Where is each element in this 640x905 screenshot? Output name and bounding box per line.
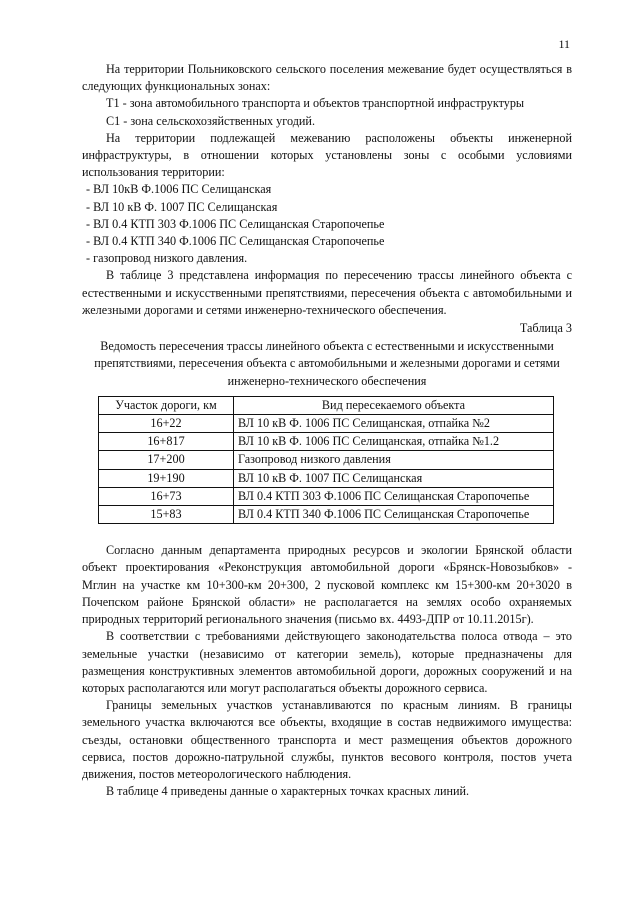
paragraph-boundaries: Границы земельных участков устанавливаются по красным линиям. В границы земельного участка включаются все объекты, входящие в состав недвижимого имущества: съезды, остановки общественного транспорта и мест размещения объектов дорожного сервиса, постов дорожно-патрульной службы, пунктов весового контроля, постов учета движения, постов метеорологического наблюдения. — [82, 698, 572, 781]
table-cell-section: 15+83 — [99, 506, 234, 524]
page-number: 11 — [558, 37, 570, 51]
table-cell-section: 19+190 — [99, 469, 234, 487]
table-row — [99, 487, 554, 505]
list-item: - ВЛ 10кВ Ф.1006 ПС Селищанская — [86, 182, 272, 197]
paragraph-protected-areas: Согласно данным департамента природных ресурсов и экологии Брянской области объект проектирования «Реконструкция автомобильной дороги «Брянск-Новозыбков» - Мглин на участке км 10+300-км 20+300, 2 пусковой комплекс км 15+300-км 20+3020 в Почепском районе Брянской области» не располагается на землях особо охраняемых природных территорий регионального значения (письмо вх. 4493-ДПР от 10.11.2015г). — [82, 543, 572, 627]
paragraph-right-of-way: В соответствии с требованиями действующего законодательства полоса отвода – это земельные участки (независимо от категории земель), которые предназначены для размещения конструктивных элементов автомобильной дороги, дорожных сооружений и на которых располагаются или могут располагаться объекты дорожного сервиса. — [82, 629, 572, 695]
list-item: - ВЛ 10 кВ Ф. 1007 ПС Селищанская — [86, 199, 278, 214]
list-item: - ВЛ 0.4 КТП 303 Ф.1006 ПС Селищанская Старопочепье — [86, 216, 385, 231]
top-section — [82, 61, 572, 800]
table-cell-section: 16+817 — [99, 433, 234, 451]
table-cell-object: ВЛ 10 кВ Ф. 1007 ПС Селищанская — [234, 469, 554, 487]
table-cell-object: ВЛ 0.4 КТП 303 Ф.1006 ПС Селищанская Старопочепье — [234, 487, 554, 505]
paragraph-infrastructure: На территории подлежащей межеванию расположены объекты инженерной инфраструктуры, в отношении которых установлены зоны с особыми условиями использования территории: — [82, 130, 572, 180]
table-cell-section: 16+73 — [99, 487, 234, 505]
table-row — [99, 433, 554, 451]
table-row — [99, 415, 554, 433]
table-title: Ведомость пересечения трассы линейного объекта с естественными и искусственными препятствиями, пересечения объекта с автомобильными и железными дорогами и сетями инженерно-технического обеспечения — [94, 339, 560, 388]
zone-t1: Т1 - зона автомобильного транспорта и объектов транспортной инфраструктуры — [106, 96, 525, 111]
table-header-row — [99, 396, 554, 414]
table-cell-object: Газопровод низкого давления — [234, 451, 554, 469]
list-item: - газопровод низкого давления. — [86, 251, 248, 266]
table-cell-section: 16+22 — [99, 415, 234, 433]
crossings-table — [98, 396, 554, 524]
table-header-object: Вид пересекаемого объекта — [234, 396, 554, 414]
table-cell-section: 17+200 — [99, 451, 234, 469]
paragraph-table4-intro: В таблице 4 приведены данные о характерных точках красных линий. — [106, 784, 470, 799]
table-header-section: Участок дороги, км — [99, 396, 234, 414]
paragraph-table-intro: В таблице 3 представлена информация по пересечению трассы линейного объекта с естественными и искусственными препятствиями, пересечения объекта с автомобильными и железными дорогами и сетями инженерно-технического обеспечения. — [82, 268, 572, 317]
paragraph-zones-intro: На территории Польниковского сельского поселения межевание будет осуществляться в следующих функциональных зонах: — [82, 62, 572, 94]
table-label: Таблица 3 — [519, 321, 572, 336]
zone-c1: С1 - зона сельскохозяйственных угодий. — [106, 113, 315, 128]
table-row — [99, 506, 554, 524]
table-cell-object: ВЛ 0.4 КТП 340 Ф.1006 ПС Селищанская Старопочепье — [234, 506, 554, 524]
table-row — [99, 451, 554, 469]
table-row — [99, 469, 554, 487]
table-cell-object: ВЛ 10 кВ Ф. 1006 ПС Селищанская, отпайка №1.2 — [234, 433, 554, 451]
table-cell-object: ВЛ 10 кВ Ф. 1006 ПС Селищанская, отпайка №2 — [234, 415, 554, 433]
list-item: - ВЛ 0.4 КТП 340 Ф.1006 ПС Селищанская Старопочепье — [86, 234, 385, 249]
